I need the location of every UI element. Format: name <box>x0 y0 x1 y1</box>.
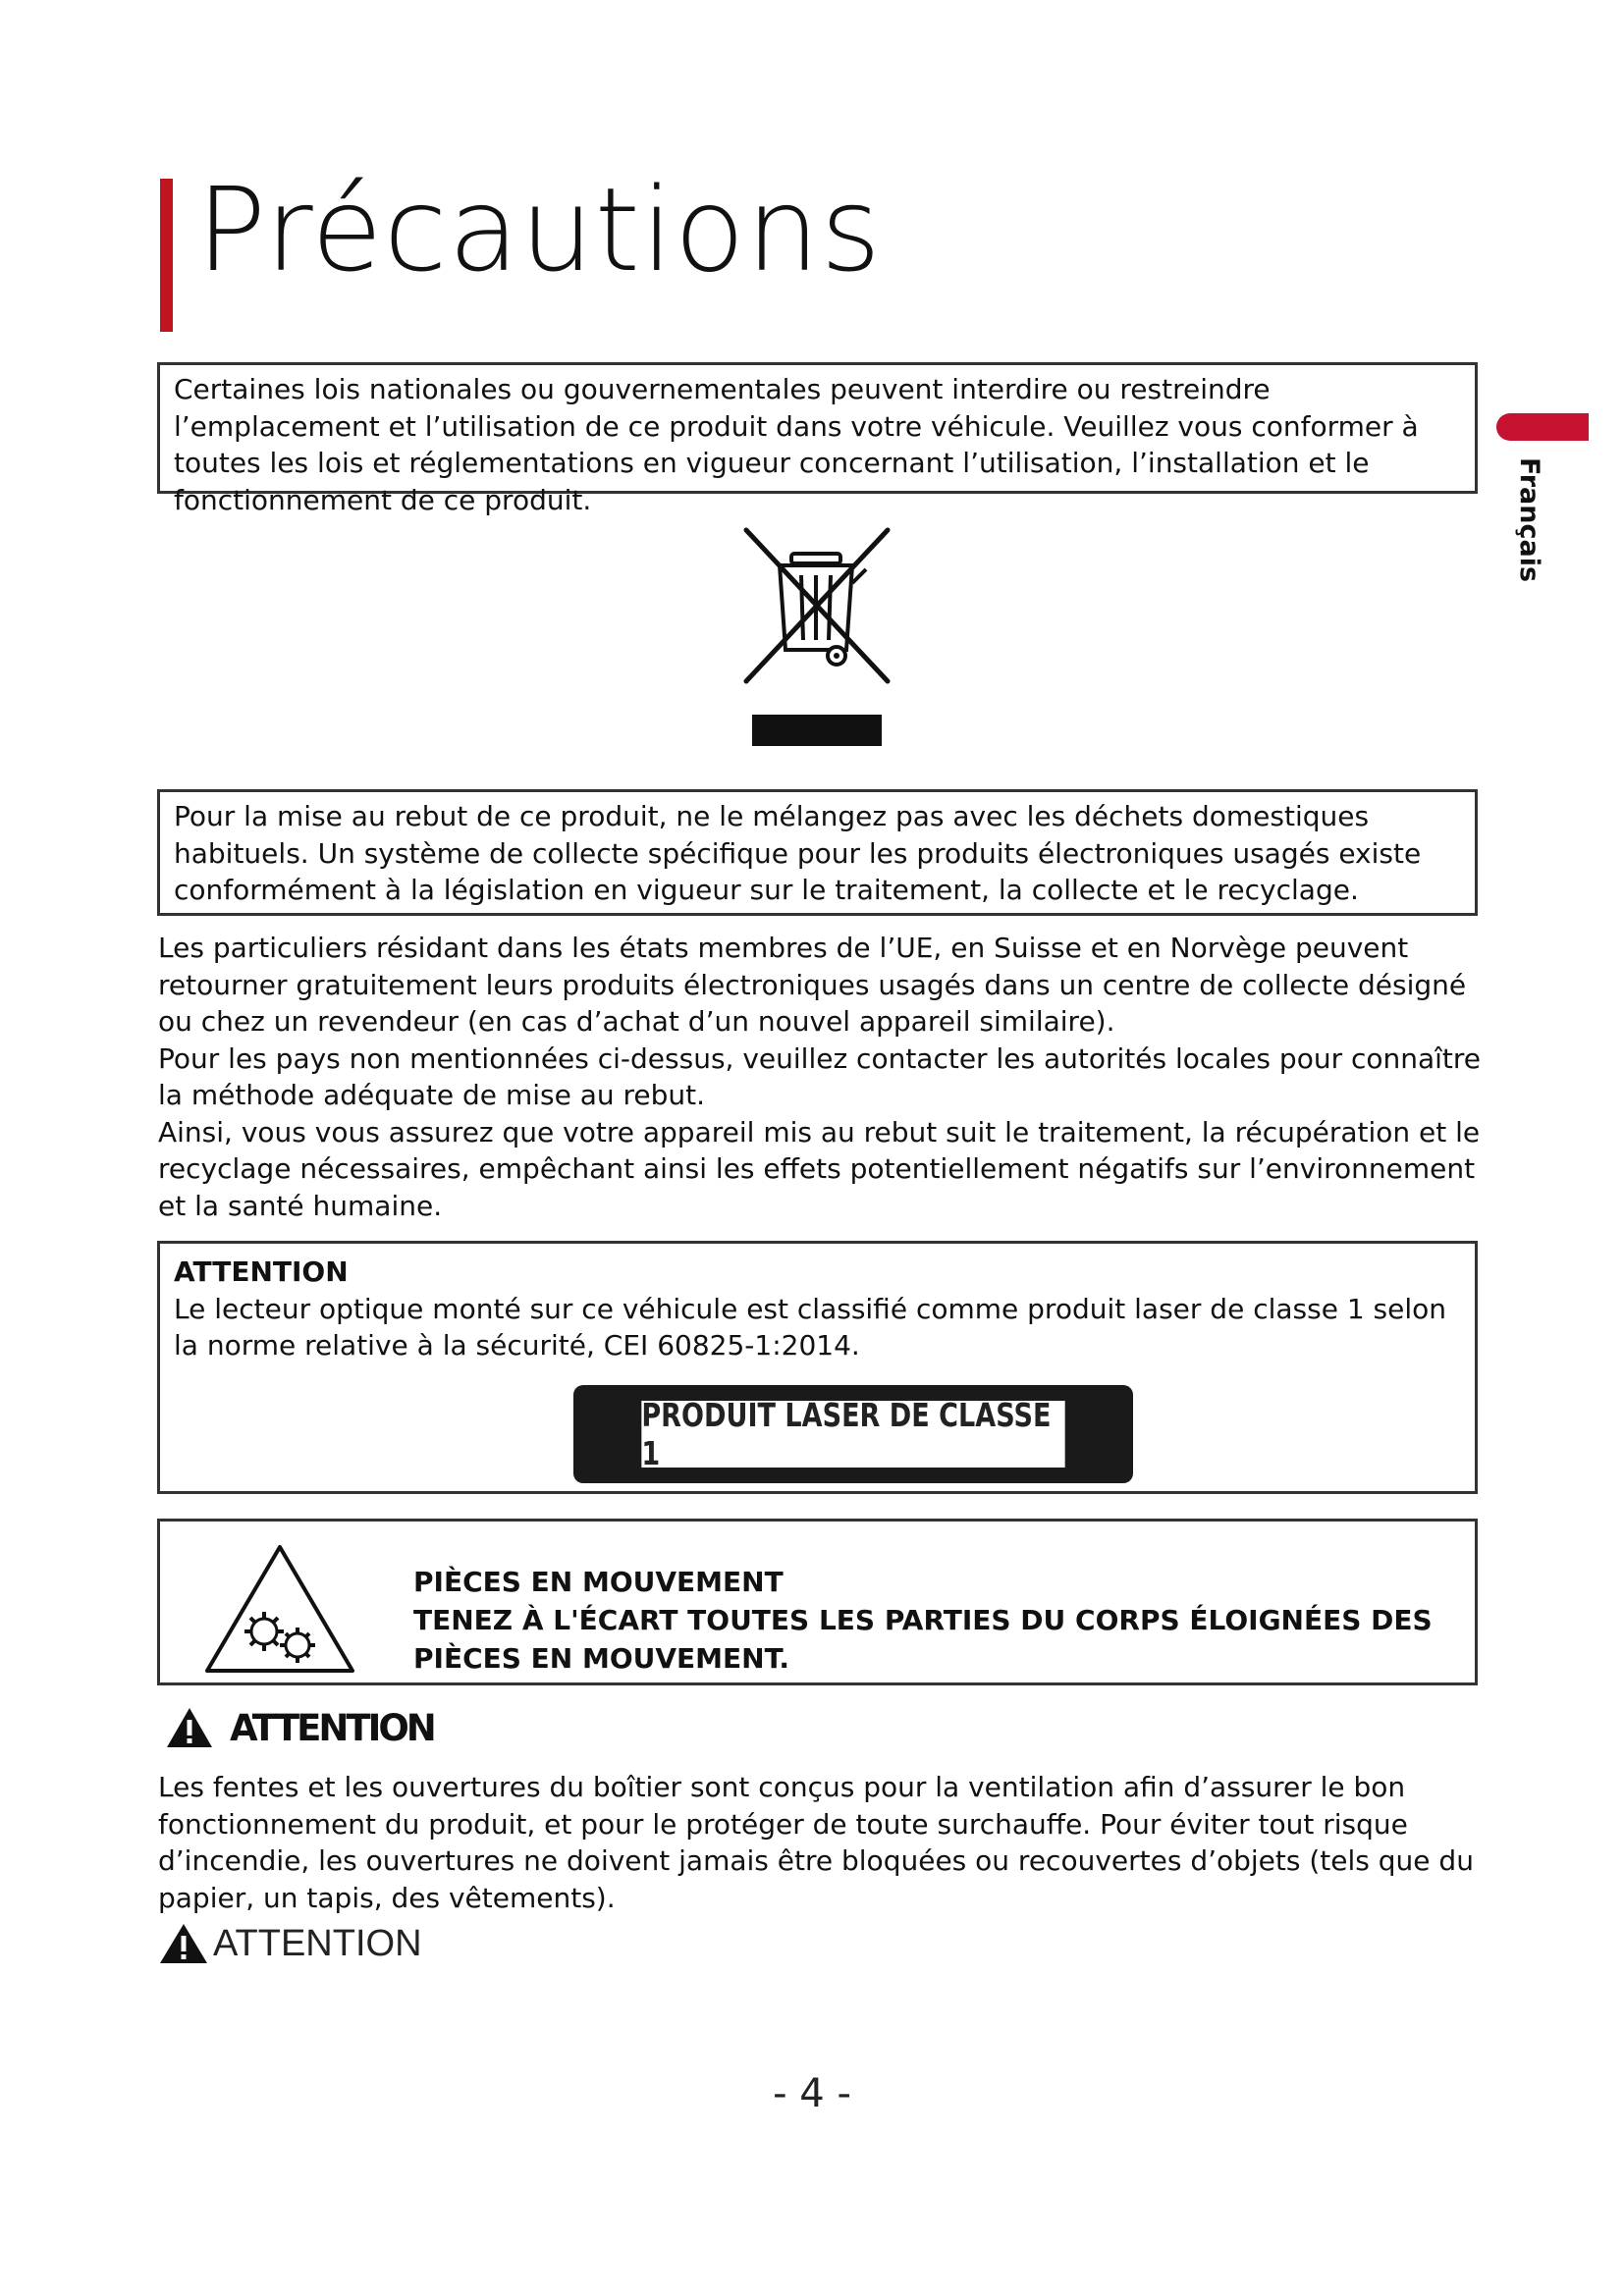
language-tab-label: Français <box>1514 457 1544 583</box>
laser-class-label <box>573 1385 1133 1483</box>
notice-law-box <box>157 362 1478 516</box>
disposal-paragraph-1: Les particuliers résidant dans les états membres de l’UE, en Suisse et en Norvège peuvent retourner gratuitement leurs produits électroniques usagés dans un centre de collecte désigné ou chez un revendeur (en cas d’achat d’un nouvel appareil similaire). <box>158 932 1467 1038</box>
ventilation-text: Les fentes et les ouvertures du boîtier sont conçus pour la ventilation afin d’assurer le bon fonctionnement du produit, et pour le protéger de toute surchauffe. Pour éviter tout risque d’incendie, les ouvertures ne doivent jamais être bloquées ou recouvertes d’objets (tels que du papier, un tapis, des vêtements). <box>158 1771 1474 1914</box>
weee-bar <box>752 715 882 746</box>
laser-notice-text: Le lecteur optique monté sur ce véhicule est classifié comme produit laser de classe 1 selon la norme relative à la sécurité, CEI 60825-1:2014. <box>174 1292 1447 1362</box>
warning-triangle-icon <box>165 1706 214 1749</box>
moving-parts-text: TENEZ À L'ÉCART TOUTES LES PARTIES DU CORPS ÉLOIGNÉES DES PIÈCES EN MOUVEMENT. <box>413 1604 1433 1675</box>
moving-parts-box <box>157 1519 1478 1685</box>
disposal-box <box>157 789 1478 916</box>
ventilation-body <box>158 1769 1484 1916</box>
disposal-box-text: Pour la mise au rebut de ce produit, ne le mélangez pas avec les déchets domestiques habituels. Un système de collecte spécifique pour les produits électroniques usagés existe conformément à la législation en vigueur sur le traitement, la collecte et le recyclage. <box>174 800 1422 906</box>
moving-parts-text-block <box>413 1563 1474 1678</box>
laser-class-label-text: PRODUIT LASER DE CLASSE 1 <box>641 1401 1064 1468</box>
language-tab-marker <box>1496 413 1589 441</box>
moving-parts-heading: PIÈCES EN MOUVEMENT <box>413 1566 784 1598</box>
laser-notice-heading: ATTENTION <box>174 1255 349 1288</box>
notice-law-text: Certaines lois nationales ou gouvernementales peuvent interdire ou restreindre l’emplacement et l’utilisation de ce produit dans votre véhicule. Veuillez vous conformer à toutes les lois et réglementations en vigueur concernant l’utilisation, l’installation et le fonctionnement de ce produit. <box>174 373 1419 516</box>
disposal-paragraph-3: Ainsi, vous vous assurez que votre appareil mis au rebut suit le traitement, la récupération et le recyclage nécessaires, empêchant ainsi les effets potentiellement négatifs sur l’environnement et la santé humaine. <box>158 1115 1481 1222</box>
page-title: Précautions <box>196 162 883 297</box>
ventilation-attention-label: ATTENTION <box>230 1706 434 1749</box>
title-accent-bar <box>160 179 173 332</box>
disposal-body <box>158 930 1484 1224</box>
crossed-out-bin-icon <box>740 524 893 691</box>
attention-heading-2 <box>158 1922 422 1965</box>
ventilation-attention-heading <box>165 1706 434 1749</box>
attention-label-2: ATTENTION <box>213 1922 422 1964</box>
warning-triangle-icon <box>158 1922 209 1965</box>
moving-parts-warning-icon <box>201 1541 358 1677</box>
page-number: - 4 - <box>773 2071 851 2116</box>
disposal-paragraph-2: Pour les pays non mentionnées ci-dessus, veuillez contacter les autorités locales pour connaître la méthode adéquate de mise au rebut. <box>158 1041 1482 1111</box>
